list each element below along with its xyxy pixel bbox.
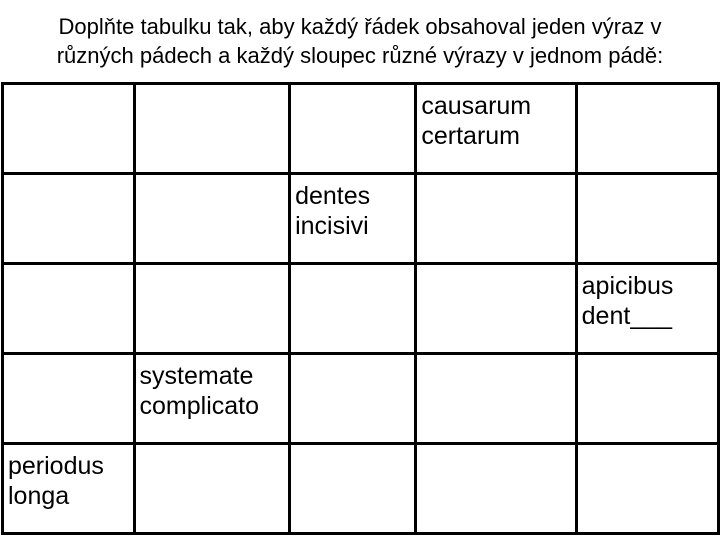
cell-text-line: apicibus: [581, 272, 674, 300]
table-cell[interactable]: [290, 354, 416, 444]
table-cell[interactable]: [134, 174, 290, 264]
table-row: [3, 444, 719, 534]
table-cell: [416, 84, 576, 174]
table-cell[interactable]: [576, 354, 718, 444]
table-cell[interactable]: [576, 444, 718, 534]
table-cell[interactable]: [134, 264, 290, 354]
table-cell[interactable]: [290, 264, 416, 354]
cell-text-line: periodus: [8, 452, 104, 480]
cell-text-line: dent___: [581, 302, 673, 330]
table-cell[interactable]: [3, 264, 135, 354]
table-cell[interactable]: [576, 174, 718, 264]
cell-text-line: dentes: [295, 182, 371, 210]
table-row: [3, 354, 719, 444]
table-cell: [134, 354, 290, 444]
table-cell[interactable]: [416, 444, 576, 534]
table-cell[interactable]: [416, 174, 576, 264]
table-cell[interactable]: [290, 84, 416, 174]
table-cell[interactable]: [134, 444, 290, 534]
table-cell[interactable]: [3, 84, 135, 174]
table-cell[interactable]: [416, 354, 576, 444]
table-cell[interactable]: [290, 444, 416, 534]
table-cell: [3, 444, 135, 534]
cell-text-line: incisivi: [295, 212, 369, 240]
table-row: [3, 84, 719, 174]
cell-text-line: causarum: [421, 92, 532, 120]
cell-text-line: systemate: [139, 362, 254, 390]
table-cell[interactable]: [416, 264, 576, 354]
instruction-text: [0, 12, 720, 70]
table-cell[interactable]: [3, 354, 135, 444]
instruction-line-1: Doplňte tabulku tak, aby každý řádek obsahoval jeden výraz v: [58, 14, 662, 39]
instruction-line-2: různých pádech a každý sloupec různé výrazy v jednom pádě:: [56, 43, 664, 68]
table-cell: [290, 174, 416, 264]
table-cell[interactable]: [3, 174, 135, 264]
table-cell[interactable]: [576, 84, 718, 174]
table-cell: [576, 264, 718, 354]
cell-text-line: longa: [8, 482, 70, 510]
exercise-table: [1, 82, 720, 535]
table-row: [3, 174, 719, 264]
table-row: [3, 264, 719, 354]
cell-text-line: certarum: [421, 122, 520, 150]
table-cell[interactable]: [134, 84, 290, 174]
cell-text-line: complicato: [139, 392, 260, 420]
